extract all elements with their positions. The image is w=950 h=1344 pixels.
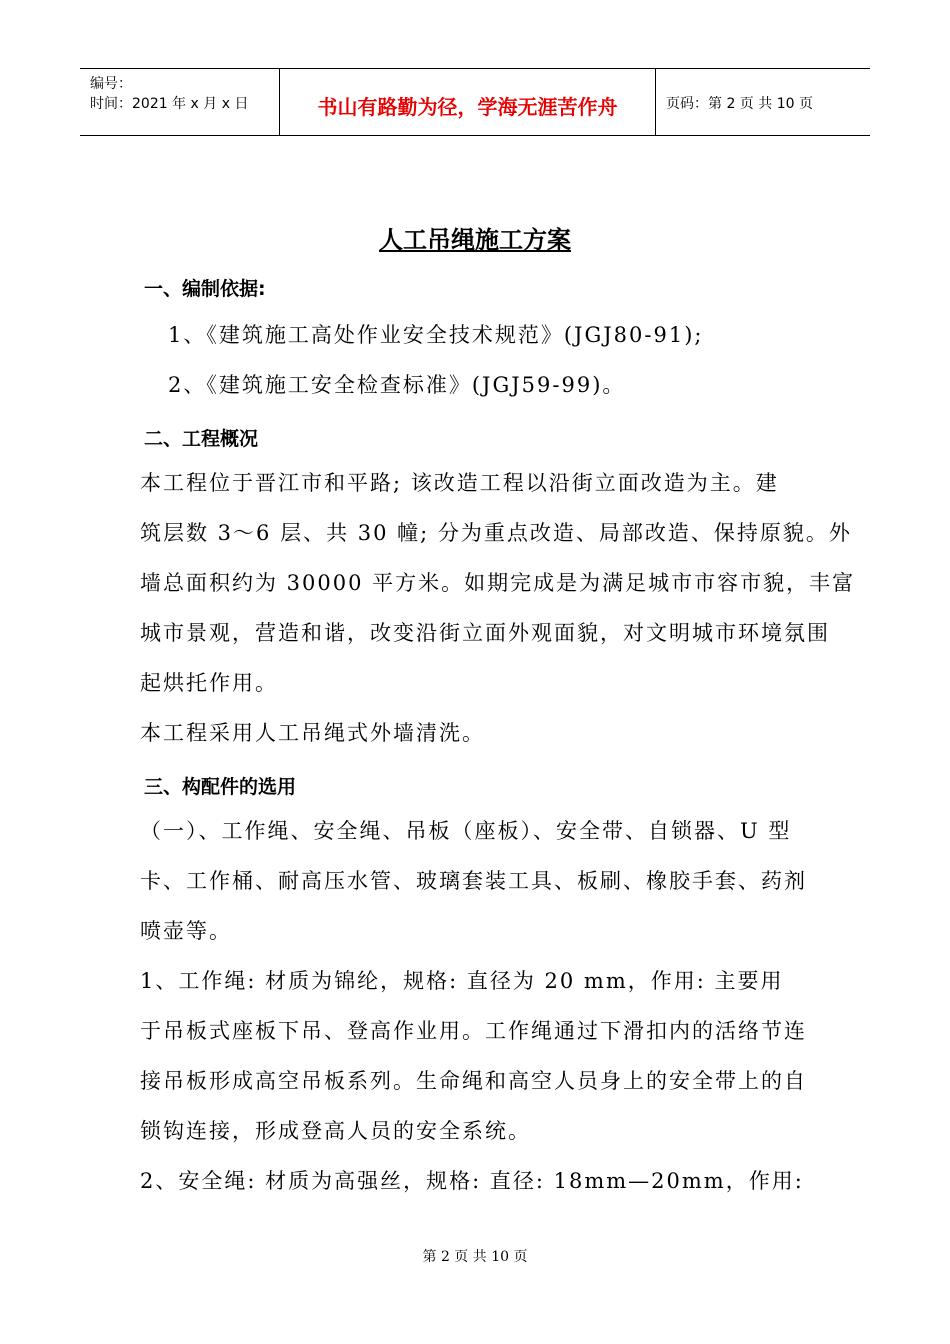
- overview-paragraph: [140, 458, 856, 708]
- working-rope-line: 1、工作绳: 材质为锦纶，规格: 直径为 20 mm，作用: 主要用: [140, 969, 784, 993]
- basis-item-2-text: 2、《建筑施工安全检查标准》(JGJ59-99)。: [168, 373, 626, 397]
- overview-line: 墙总面积约为 30000 平方米。如期完成是为满足城市市容市貌，丰富: [140, 571, 856, 595]
- basis-item-1-text: 1、《建筑施工高处作业安全技术规范》(JGJ80-91);: [168, 323, 704, 347]
- components-line: 喷壶等。: [140, 919, 232, 943]
- components-line: 卡、工作桶、耐高压水管、玻璃套装工具、板刷、橡胶手套、药剂: [140, 869, 807, 893]
- document-header: [80, 68, 870, 136]
- safety-rope-paragraph: [140, 1156, 812, 1206]
- header-page-cell: [656, 69, 870, 135]
- components-list-paragraph: [140, 806, 812, 956]
- document-title: 人工吊绳施工方案: [379, 226, 571, 254]
- overview-line: 筑层数 3～6 层、共 30 幢; 分为重点改造、局部改造、保持原貌。外: [140, 521, 852, 545]
- overview-line: 本工程位于晋江市和平路; 该改造工程以沿街立面改造为主。建: [140, 471, 779, 495]
- header-page-info: 页码：第 2 页 共 10 页: [666, 96, 813, 112]
- document-date-label: 时间：2021 年 x 月 x 日: [90, 96, 249, 112]
- section-heading-components: 三、构配件的选用: [144, 776, 297, 798]
- overview-line: 城市景观，营造和谐，改变沿街立面外观面貌，对文明城市环境氛围: [140, 621, 830, 645]
- section-heading-overview: 二、工程概况: [144, 428, 259, 450]
- working-rope-line: 锁钩连接，形成登高人员的安全系统。: [140, 1119, 531, 1143]
- overview-method-paragraph: [140, 708, 812, 758]
- basis-item-2: [168, 360, 768, 410]
- page-footer: 第 2 页 共 10 页: [422, 1249, 528, 1265]
- document-number-label: 编号：: [90, 76, 132, 92]
- working-rope-paragraph: [140, 956, 812, 1156]
- section-heading-basis: 一、编制依据:: [144, 278, 266, 300]
- components-line: （一）、工作绳、安全绳、吊板（座板）、安全带、自锁器、U 型: [140, 819, 792, 843]
- working-rope-line: 于吊板式座板下吊、登高作业用。工作绳通过下滑扣内的活络节连: [140, 1019, 807, 1043]
- header-motto: 书山有路勤为径，学海无涯苦作舟: [317, 95, 618, 119]
- header-meta-cell: [80, 69, 280, 135]
- overview-line: 起烘托作用。: [140, 671, 278, 695]
- working-rope-line: 接吊板形成高空吊板系列。生命绳和高空人员身上的安全带上的自: [140, 1069, 807, 1093]
- safety-rope-line: 2、安全绳: 材质为高强丝，规格: 直径: 18mm—20mm，作用:: [140, 1169, 804, 1193]
- basis-item-1: [168, 310, 768, 360]
- header-motto-cell: [280, 69, 656, 135]
- overview-method-text: 本工程采用人工吊绳式外墙清洗。: [140, 721, 485, 745]
